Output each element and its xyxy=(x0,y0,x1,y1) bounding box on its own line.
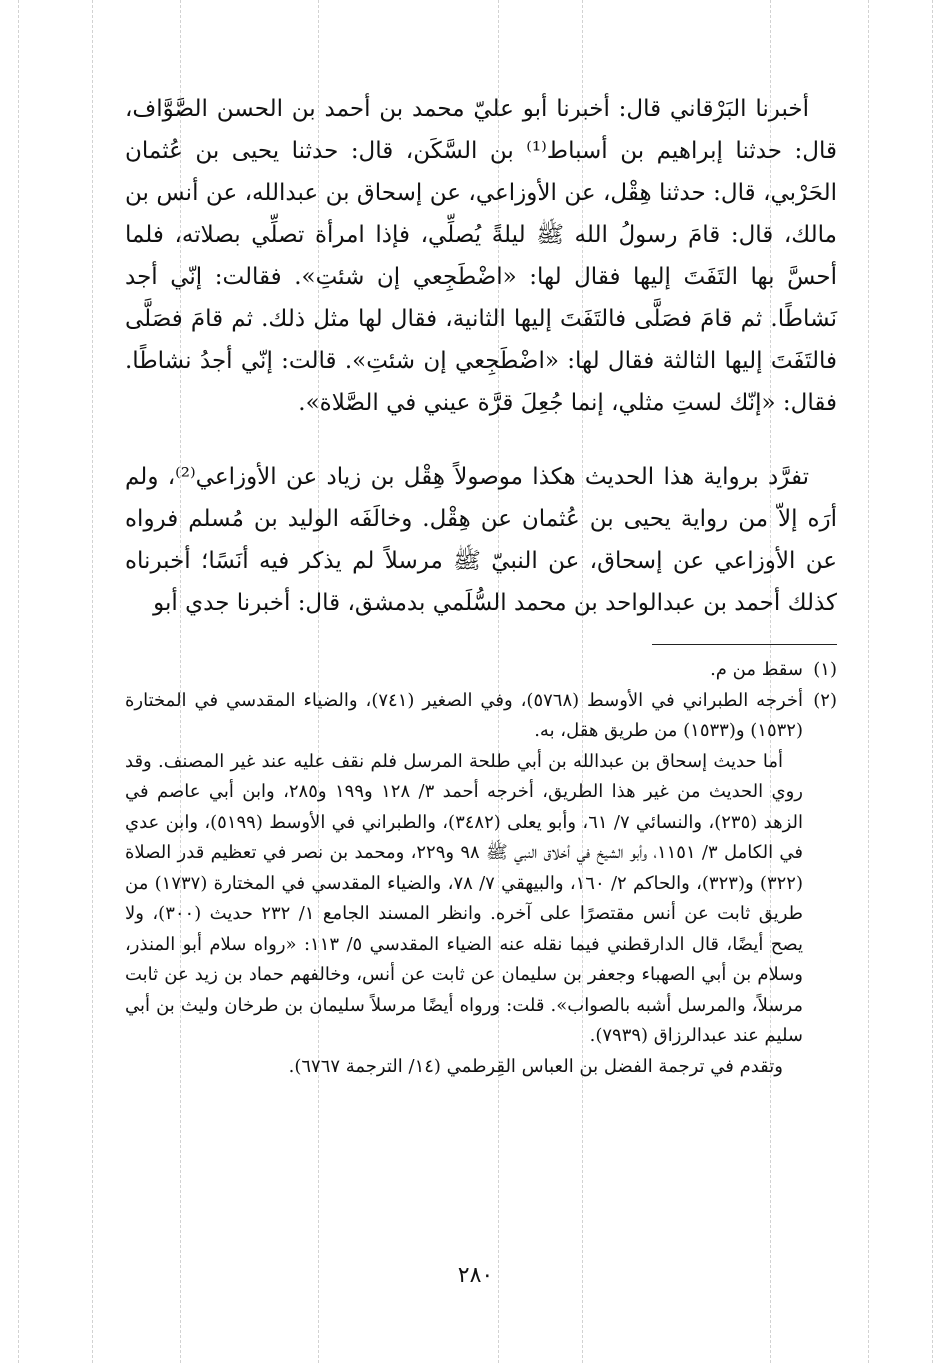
footnote-number: (١) xyxy=(813,659,837,680)
footnote-text: سقط من م. xyxy=(710,659,803,680)
main-paragraph-1: أخبرنا البَرْقاني قال: أخبرنا أبو عليّ محمد بن أحمد بن الحسن الصَّوَّاف، قال: حدثنا إبراهيم بن أسباط⁽¹⁾ بن السَّكَن، قال: حدثنا يحيى بن عُثمان الحَرْبي، قال: حدثنا هِقْل، عن الأوزاعي، عن إسحاق بن عبدالله، عن أنس بن مالك، قال: قامَ رسولُ الله ﷺ ليلةً يُصلِّي، فإذا امرأة تصلِّي بصلاته، فلما أحسَّ بها التَفَتَ إليها فقال لها: «اضْطَجِعي إن شئتِ». فقالت: إنّي أجد نَشاطًا. ثم قامَ فصَلَّى فالتَفَتَ إليها الثانية، فقال لها مثل ذلك. ثم قامَ فصَلَّى فالتَفَتَ إليها الثالثة فقال لها: «اضْطَجِعي إن شئتِ». قالت: إنّي أجدُ نشاطًا. فقال: «إنّك لستِ مثلي، إنما جُعِلَ قرَّة عيني في الصَّلاة». xyxy=(125,96,837,416)
scan-guide-line xyxy=(932,0,933,1363)
footnote-1 xyxy=(125,655,837,686)
footnote-text: أخرجه الطبراني في الأوسط (٥٧٦٨)، وفي الصغير (٧٤١)، والضياء المقدسي في المختارة (١٥٣٢) و(١٥٣٣) من طريق هقل، به. xyxy=(125,689,804,741)
scan-guide-line xyxy=(18,0,19,1363)
footnote-2 xyxy=(125,686,837,747)
main-paragraph-2: تفرَّد برواية هذا الحديث هكذا موصولاً هِقْل بن زياد عن الأوزاعي⁽²⁾، ولم أرَه إلاّ من رواية يحيى بن عُثمان عن هِقْل. وخالَفَه الوليد بن مُسلم فرواه عن الأوزاعي عن إسحاق، عن النبيّ ﷺ مرسلاً لم يذكر فيه أنَسًا؛ أخبرناه كذلك أحمد بن عبدالواحد بن محمد السُّلَمي بدمشق، قال: أخبرنا جدي أبو xyxy=(125,464,837,616)
book-page xyxy=(125,88,837,1082)
page-number: ٢٨٠ xyxy=(457,1263,494,1288)
scan-guide-line xyxy=(92,0,93,1363)
footnote-number: (٢) xyxy=(813,689,837,711)
footnote-2-continuation-end: وتقدم في ترجمة الفضل بن العباس القِرطمي (١٤/ الترجمة ٦٧٦٧). xyxy=(288,1055,783,1077)
footnote-2-continuation: أما حديث إسحاق بن عبدالله بن أبي طلحة المرسل فلم نقف عليه عند غير المصنف. وقد روي الحديث من غير هذا الطريق، أخرجه أحمد ٣/ ١٢٨ و١٩٩ و٢٨٥، وابن أبي عاصم في الزهد (٢٣٥)، والنسائي ٧/ ٦١، وأبو يعلى (٣٤٨٢)، والطبراني في الأوسط (٥١٩٩)، وابن عدي في الكامل ٣/ ١١٥١، وأبو الشيخ في أخلاق النبي ﷺ ٩٨ و٢٢٩، ومحمد بن نصر في تعظيم قدر الصلاة (٣٢٢) و(٣٢٣)، والحاكم ٢/ ١٦٠، والبيهقي ٧/ ٧٨، والضياء المقدسي في المختارة (١٧٣٧) من طريق ثابت عن أنس مقتصرًا على آخره. وانظر المسند الجامع ١/ ٢٣٢ حديث (٣٠٠)، ولا يصح أيضًا، قال الدارقطني فيما نقله عنه الضياء المقدسي ٥/ ١١٣: «رواه سلام أبو المنذر، وسلام بن أبي الصهباء وجعفر بن سليمان عن ثابت عن أنس، وخالفهم حماد بن زيد عن ثابت مرسلاً، والمرسل أشبه بالصواب». قلت: ورواه أيضًا مرسلاً سليمان بن طرخان وليث بن أبي سليم عند عبدالرزاق (٧٩٣٩). xyxy=(125,750,804,1046)
footnotes xyxy=(125,655,837,1082)
main-text xyxy=(125,88,837,624)
scan-guide-line xyxy=(868,0,869,1363)
footnote-separator xyxy=(652,644,837,645)
